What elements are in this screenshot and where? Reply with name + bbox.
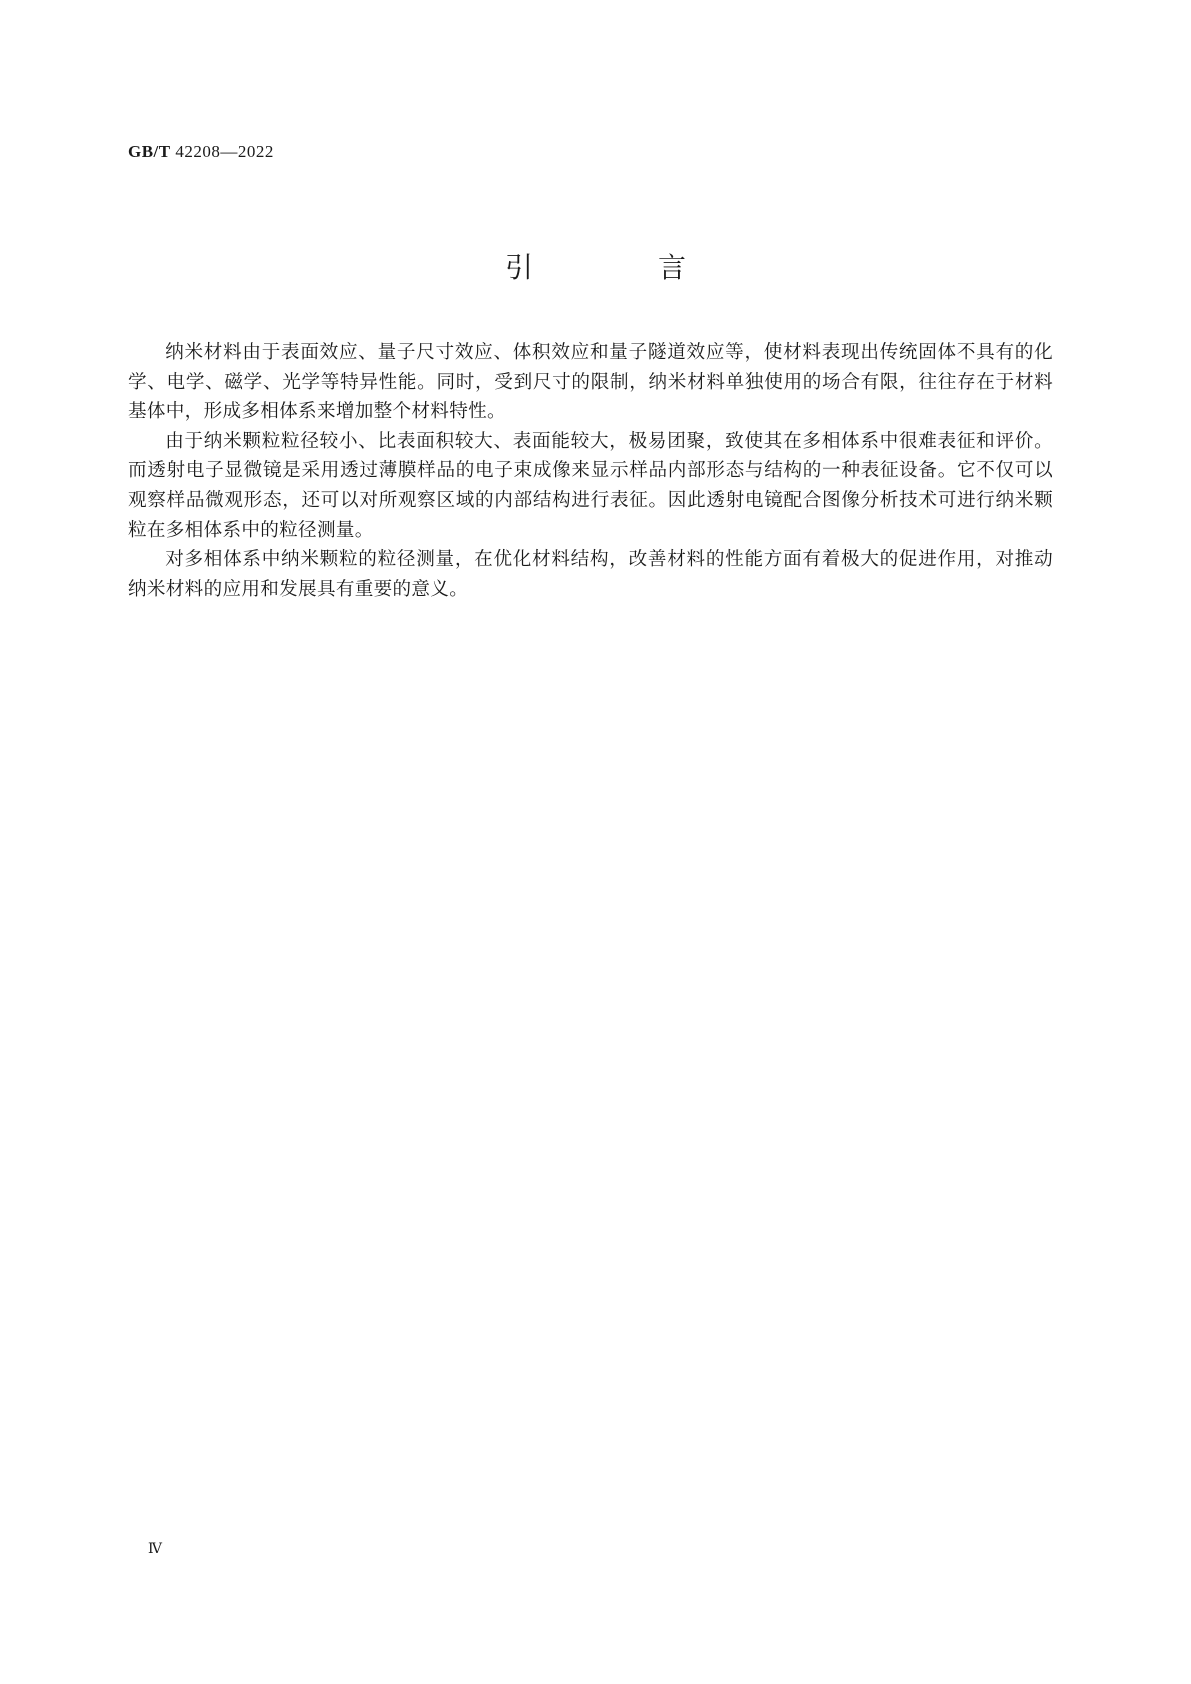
body-text bbox=[128, 338, 1053, 604]
paragraph-2: 由于纳米颗粒粒径较小、比表面积较大、表面能较大，极易团聚，致使其在多相体系中很难表征和评价。而透射电子显微镜是采用透过薄膜样品的电子束成像来显示样品内部形态与结构的一种表征设备。它不仅可以观察样品微观形态，还可以对所观察区域的内部结构进行表征。因此透射电镜配合图像分析技术可进行纳米颗粒在多相体系中的粒径测量。 bbox=[128, 430, 1053, 541]
standard-number: 42208—2022 bbox=[175, 142, 274, 161]
section-title: 引 言 bbox=[505, 251, 744, 284]
standard-prefix: GB/T bbox=[128, 142, 171, 161]
paragraph-1: 纳米材料由于表面效应、量子尺寸效应、体积效应和量子隧道效应等，使材料表现出传统固体不具有的化学、电学、磁学、光学等特异性能。同时，受到尺寸的限制，纳米材料单独使用的场合有限，往往存在于材料基体中，形成多相体系来增加整个材料特性。 bbox=[128, 342, 1053, 423]
paragraph-3: 对多相体系中纳米颗粒的粒径测量，在优化材料结构，改善材料的性能方面有着极大的促进作用，对推动纳米材料的应用和发展具有重要的意义。 bbox=[128, 549, 1053, 600]
page-number: Ⅳ bbox=[148, 1542, 162, 1557]
standard-code bbox=[128, 142, 274, 162]
